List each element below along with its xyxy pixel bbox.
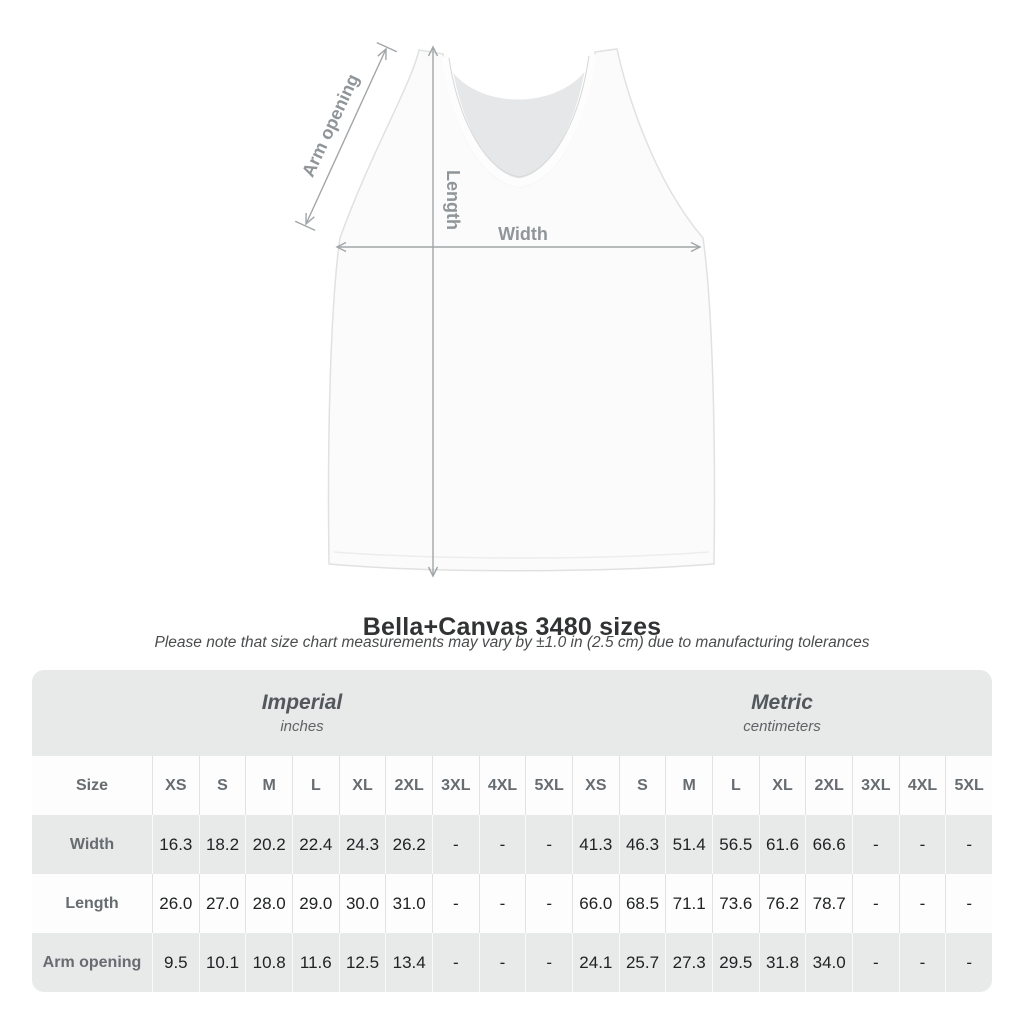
value-cell: 26.0: [152, 874, 199, 933]
size-cell: 4XL: [479, 756, 526, 815]
size-cell: XL: [759, 756, 806, 815]
size-cell: XL: [339, 756, 386, 815]
row-label: Arm opening: [42, 953, 142, 971]
value-cell: 78.7: [805, 874, 852, 933]
value-cell: 71.1: [665, 874, 712, 933]
unit-header-row: [32, 670, 992, 756]
page-title: Bella+Canvas 3480 sizes: [362, 612, 662, 641]
value-cell: -: [945, 815, 992, 874]
tank-top-garment: [328, 49, 714, 571]
metric-group-header: [572, 670, 992, 756]
size-cell: S: [199, 756, 246, 815]
value-cell: 41.3: [572, 815, 619, 874]
value-cell: 25.7: [619, 933, 666, 992]
size-cell: 4XL: [899, 756, 946, 815]
value-cell: 28.0: [245, 874, 292, 933]
value-cell: 13.4: [385, 933, 432, 992]
value-cell: -: [899, 874, 946, 933]
imperial-group-header: [32, 670, 572, 756]
value-cell: -: [525, 933, 572, 992]
size-header-row: [32, 756, 992, 815]
tolerance-note: Please note that size chart measurements may vary by ±1.0 in (2.5 cm) due to manufacturing tolerances: [154, 634, 870, 651]
row-label: Width: [69, 835, 115, 853]
arm-opening-label: Arm opening: [298, 70, 364, 180]
value-cell: 73.6: [712, 874, 759, 933]
size-cell: S: [619, 756, 666, 815]
value-cell: 68.5: [619, 874, 666, 933]
value-cell: 22.4: [292, 815, 339, 874]
size-cell: 3XL: [432, 756, 479, 815]
value-cell: 20.2: [245, 815, 292, 874]
value-cell: 10.8: [245, 933, 292, 992]
value-cell: 31.0: [385, 874, 432, 933]
value-cell: 26.2: [385, 815, 432, 874]
value-cell: 10.1: [199, 933, 246, 992]
value-cell: 9.5: [152, 933, 199, 992]
imperial-group-name: Imperial: [261, 691, 343, 714]
value-cell: 34.0: [805, 933, 852, 992]
value-cell: 11.6: [292, 933, 339, 992]
value-cell: 29.5: [712, 933, 759, 992]
size-cell: XS: [572, 756, 619, 815]
value-cell: 30.0: [339, 874, 386, 933]
value-cell: 18.2: [199, 815, 246, 874]
value-cell: -: [432, 815, 479, 874]
size-cell: 3XL: [852, 756, 899, 815]
value-cell: -: [945, 933, 992, 992]
size-cell: 2XL: [385, 756, 432, 815]
value-cell: -: [899, 815, 946, 874]
size-cell: 5XL: [945, 756, 992, 815]
value-cell: -: [852, 933, 899, 992]
value-cell: 66.0: [572, 874, 619, 933]
table-row-width: [32, 815, 992, 874]
value-cell: -: [852, 815, 899, 874]
value-cell: 27.0: [199, 874, 246, 933]
width-label: Width: [498, 224, 548, 244]
value-cell: 29.0: [292, 874, 339, 933]
value-cell: 61.6: [759, 815, 806, 874]
value-cell: -: [852, 874, 899, 933]
imperial-group-unit: inches: [280, 718, 324, 735]
metric-group-name: Metric: [751, 691, 813, 714]
value-cell: 51.4: [665, 815, 712, 874]
value-cell: -: [525, 874, 572, 933]
size-cell: M: [245, 756, 292, 815]
value-cell: -: [945, 874, 992, 933]
value-cell: 16.3: [152, 815, 199, 874]
size-cell: M: [665, 756, 712, 815]
size-cell: 5XL: [525, 756, 572, 815]
value-cell: 24.3: [339, 815, 386, 874]
table-row-arm-opening: [32, 933, 992, 992]
size-header-cell: Size: [75, 776, 108, 794]
value-cell: -: [479, 933, 526, 992]
value-cell: -: [479, 874, 526, 933]
value-cell: 27.3: [665, 933, 712, 992]
table-row-length: [32, 874, 992, 933]
value-cell: -: [432, 933, 479, 992]
size-cell: L: [712, 756, 759, 815]
value-cell: 56.5: [712, 815, 759, 874]
value-cell: 31.8: [759, 933, 806, 992]
row-label: Length: [65, 894, 119, 912]
metric-group-unit: centimeters: [743, 718, 821, 735]
value-cell: -: [525, 815, 572, 874]
value-cell: 66.6: [805, 815, 852, 874]
size-cell: XS: [152, 756, 199, 815]
value-cell: 24.1: [572, 933, 619, 992]
size-cell: 2XL: [805, 756, 852, 815]
value-cell: -: [432, 874, 479, 933]
size-chart-table: [32, 670, 992, 992]
value-cell: 76.2: [759, 874, 806, 933]
value-cell: 12.5: [339, 933, 386, 992]
value-cell: -: [899, 933, 946, 992]
value-cell: 46.3: [619, 815, 666, 874]
length-label: Length: [443, 170, 463, 230]
value-cell: -: [479, 815, 526, 874]
size-cell: L: [292, 756, 339, 815]
